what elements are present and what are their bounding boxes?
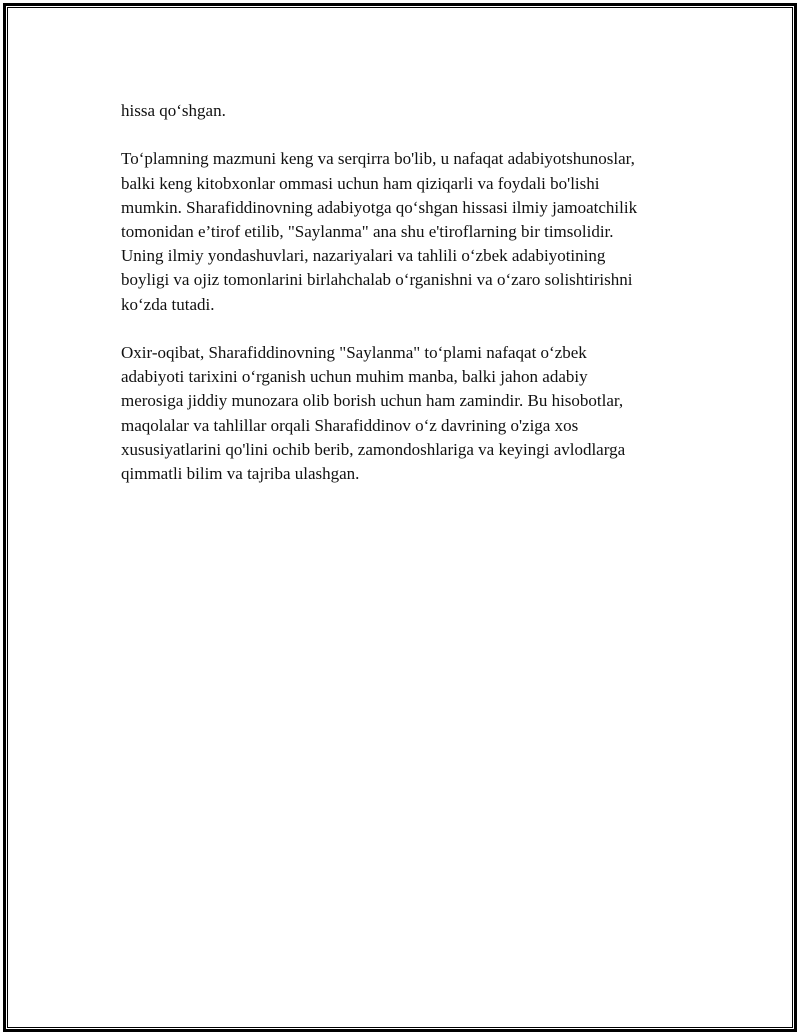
paragraph-2: To‘plamning mazmuni keng va serqirra bo'lib, u nafaqat adabiyotshunoslar, balki keng kitobxonlar ommasi uchun ham qiziqarli va foydali bo'lishi mumkin. Sharafiddinovning adabiyotga qo‘shgan hissasi ilmiy jamoatchilik tomonidan e’tirof etilib, "Saylanma" ana shu e'tiroflarning bir timsolidir. Uning ilmiy yondashuvlari, nazariyalari va tahlili o‘zbek adabiyotining boyligi va ojiz tomonlarini birlahchalab o‘rganishni va o‘zaro solishtirishni ko‘zda tutadi. xyxy=(121,149,638,314)
page-border xyxy=(3,3,797,1032)
document-body xyxy=(121,99,691,510)
paragraph-1: hissa qo‘shgan. xyxy=(121,101,226,120)
paragraph-3: Oxir-oqibat, Sharafiddinovning "Saylanma" to‘plami nafaqat o‘zbek adabiyoti tarixini o‘rganish uchun muhim manba, balki jahon adabiy merosiga jiddiy munozara olib borish uchun ham zamindir. Bu hisobotlar, maqolalar va tahlillar orqali Sharafiddinov o‘z davrining o'ziga xos xususiyatlarini qo'lini ochib berib, zamondoshlariga va keyingi avlodlarga qimmatli bilim va tajriba ulashgan. xyxy=(121,343,626,484)
